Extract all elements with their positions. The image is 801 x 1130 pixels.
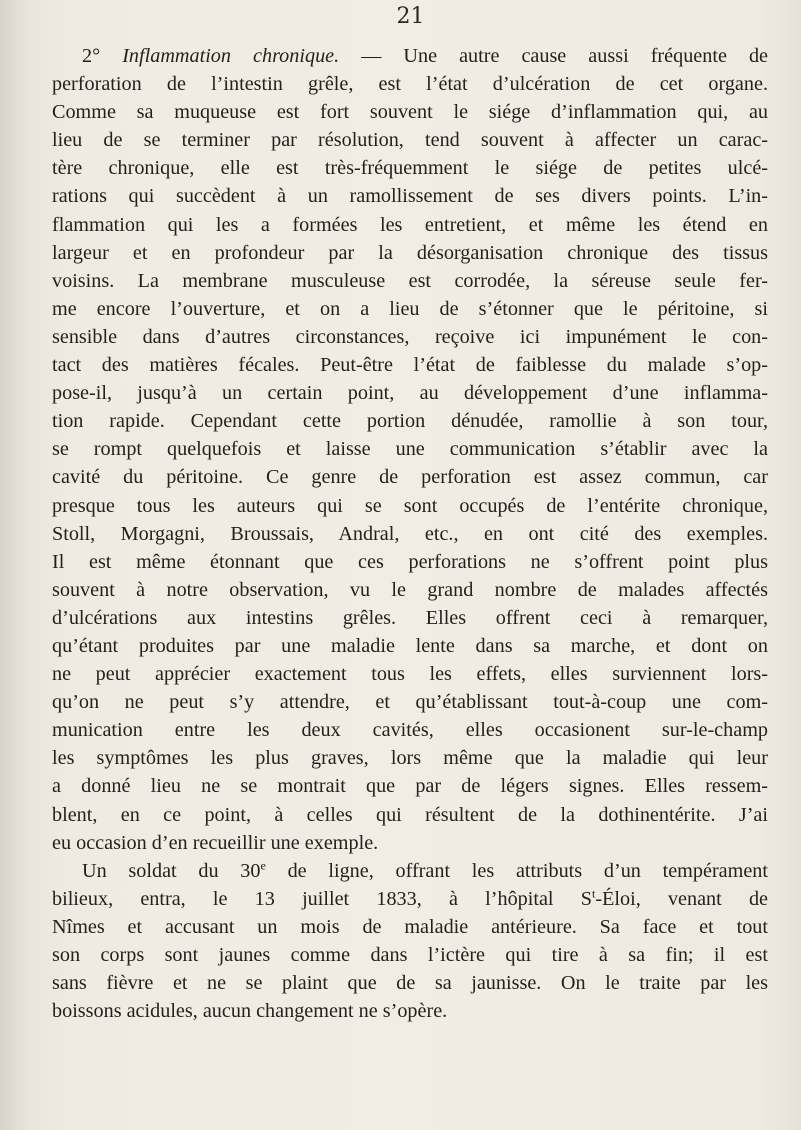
text-line: lieu de se terminer par résolution, tend souvent à affecter un carac- <box>52 129 768 152</box>
text-segment: -Éloi, venant de <box>595 887 769 910</box>
section-heading: Inflammation chronique. <box>122 45 340 67</box>
text-line: tère chronique, elle est très-fréquemment le siége de petites ulcé- <box>52 157 768 180</box>
heading-continuation: — Une autre cause aussi fréquente de <box>339 45 768 67</box>
text-line: Nîmes et accusant un mois de maladie antérieure. Sa face et tout <box>52 915 768 938</box>
text-line: tact des matières fécales. Peut-être l’état de faiblesse du malade s’op- <box>52 354 768 377</box>
text-line: souvent à notre observation, vu le grand nombre de malades affectés <box>52 578 768 601</box>
page-number: 21 <box>396 4 425 29</box>
text-line: largeur et en profondeur par la désorganisation chronique des tissus <box>52 241 768 264</box>
text-line: perforation de l’intestin grêle, est l’état d’ulcération de cet organe. <box>52 73 768 96</box>
text-line: ne peut apprécier exactement tous les effets, elles surviennent lors- <box>52 663 768 686</box>
text-line: presque tous les auteurs qui se sont occupés de l’entérite chronique, <box>52 494 768 517</box>
section-number: 2° <box>82 45 123 67</box>
text-line: rations qui succèdent à un ramollissement de ses divers points. L’in- <box>52 185 768 208</box>
text-line: flammation qui les a formées les entretient, et même les étend en <box>52 213 768 236</box>
text-line: blent, en ce point, à celles qui résultent de la dothinentérite. J’ai <box>52 803 768 826</box>
superscript: t <box>591 886 596 901</box>
text-line: pose-il, jusqu’à un certain point, au développement d’une inflamma- <box>52 382 768 405</box>
text-line: tion rapide. Cependant cette portion dénudée, ramollie à son tour, <box>52 410 768 433</box>
text-line: son corps sont jaunes comme dans l’ictère qui tire à sa fin; il est <box>52 944 768 966</box>
text-segment: de ligne, offrant les attributs d’un tempérament <box>265 859 768 882</box>
text-line: Comme sa muqueuse est fort souvent le siége d’inflammation qui, au <box>52 101 768 124</box>
paragraph-inflammation-chronique <box>52 42 768 857</box>
text-line: sensible dans d’autres circonstances, reçoive ici impunément le con- <box>52 325 768 348</box>
superscript: e <box>260 857 266 872</box>
text-line: voisins. La membrane musculeuse est corrodée, la séreuse seule fer- <box>52 269 768 292</box>
text-line: cavité du péritoine. Ce genre de perforation est assez commun, car <box>52 466 768 489</box>
text-line: qu’étant produites par une maladie lente dans sa marche, et dont on <box>52 634 768 657</box>
text-line: sans fièvre et ne se plaint que de sa jaunisse. On le traite par les <box>52 972 768 995</box>
text-line <box>52 42 768 70</box>
body-text <box>52 42 768 1025</box>
text-line: a donné lieu ne se montrait que par de légers signes. Elles ressem- <box>52 775 768 798</box>
text-line: me encore l’ouverture, et on a lieu de s’étonner que le péritoine, si <box>52 297 768 320</box>
text-line: les symptômes les plus graves, lors même que la maladie qui leur <box>52 747 768 770</box>
text-line: boissons acidules, aucun changement ne s’opère. <box>52 1000 448 1023</box>
text-line <box>52 885 768 913</box>
text-line: se rompt quelquefois et laisse une communication s’établir avec la <box>52 438 768 461</box>
text-line <box>52 857 768 885</box>
text-line: Il est même étonnant que ces perforations ne s’offrent point plus <box>52 550 768 573</box>
paragraph-case-report <box>52 857 768 1026</box>
text-segment: Un soldat du 30 <box>82 859 261 882</box>
text-line: d’ulcérations aux intestins grêles. Elles offrent ceci à remarquer, <box>52 606 768 629</box>
text-line: eu occasion d’en recueillir une exemple. <box>52 831 379 854</box>
text-line: Stoll, Morgagni, Broussais, Andral, etc., en ont cité des exemples. <box>52 522 768 545</box>
text-line: munication entre les deux cavités, elles occasionent sur-le-champ <box>52 719 768 742</box>
text-segment: bilieux, entra, le 13 juillet 1833, à l’hôpital S <box>52 887 592 910</box>
text-line: qu’on ne peut s’y attendre, et qu’établissant tout-à-coup une com- <box>52 691 768 714</box>
